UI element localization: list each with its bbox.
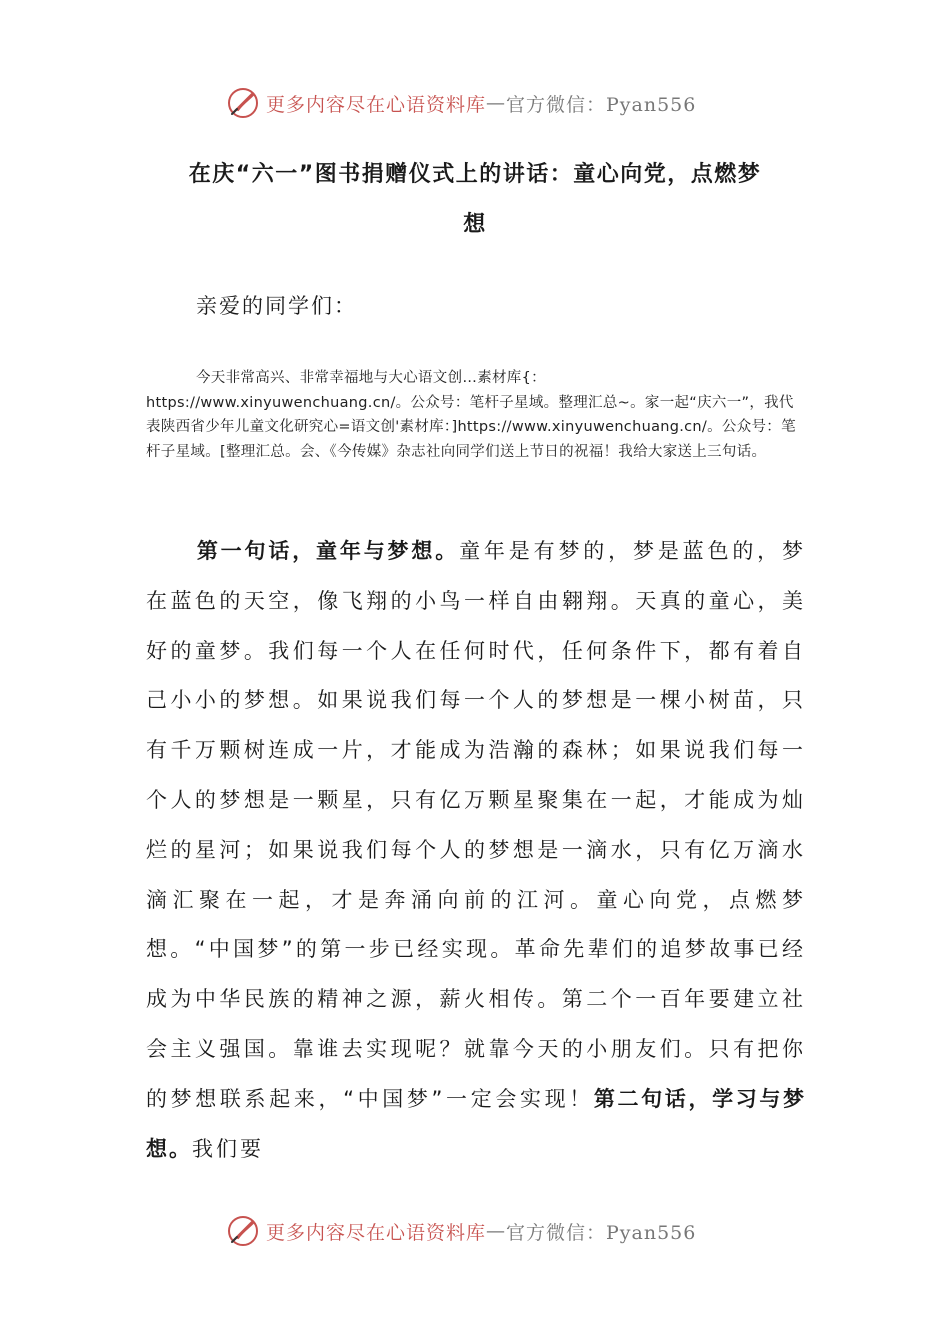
footer-watermark bbox=[226, 1214, 696, 1248]
intro-text: 今天非常高兴、非常幸福地与大心语文创…素材库{：https://www.xinyuwenchuang.cn/。公众号：笔杆子星域。整理汇总~。家一起“庆六一”，我代表陕西省少年儿童文化研究心=语文创'素材库：]https://www.xinyuwenchuang.cn/。公众号：笔杆子星域。[整理汇总。会、《今传媒》杂志社向同学们送上节日的祝福！我给大家送上三句话。 bbox=[146, 370, 796, 460]
intro-paragraph bbox=[146, 366, 806, 464]
quill-logo-icon bbox=[226, 86, 260, 120]
watermark-dash: — bbox=[486, 92, 507, 114]
watermark-contact: 官方微信：Pyan556 bbox=[506, 93, 697, 116]
section-text-1: 童年是有梦的，梦是蓝色的，梦在蓝色的天空，像飞翔的小鸟一样自由翱翔。天真的童心，美好的童梦。我们每一个人在任何时代，任何条件下，都有着自己小小的梦想。如果说我们每一个人的梦想是一棵小树苗，只有千万颗树连成一片，才能成为浩瀚的森林；如果说我们每一个人的梦想是一颗星，只有亿万颗星聚集在一起，才能成为灿烂的星河；如果说我们每个人的梦想是一滴水，只有亿万滴水滴汇聚在一起，才是奔涌向前的江河。童心向党，点燃梦想。“中国梦”的第一步已经实现。革命先辈们的追梦故事已经成为中华民族的精神之源，薪火相传。第二个一百年要建立社会主义强国。靠谁去实现呢？就靠今天的小朋友们。只有把你的梦想联系起来，“中国梦”一定会实现！ bbox=[146, 539, 807, 1111]
watermark-brand: 更多内容尽在心语资料库 bbox=[266, 93, 487, 116]
greeting: 亲爱的同学们： bbox=[196, 294, 357, 318]
page-title bbox=[150, 150, 800, 250]
section-heading-2: 第二句话，学习与梦想。 bbox=[146, 1086, 806, 1161]
watermark-contact: 官方微信：Pyan556 bbox=[506, 1221, 697, 1244]
watermark-brand: 更多内容尽在心语资料库 bbox=[266, 1221, 487, 1244]
section-heading-1: 第一句话，童年与梦想。 bbox=[196, 539, 460, 563]
section-text-2: 我们要 bbox=[192, 1136, 264, 1161]
title-line-2: 想 bbox=[463, 212, 487, 237]
watermark-dash: — bbox=[486, 1220, 507, 1242]
title-line-1: 在庆“六一”图书捐赠仪式上的讲话：童心向党，点燃梦 bbox=[188, 162, 762, 187]
quill-logo-icon bbox=[226, 1214, 260, 1248]
body-paragraph bbox=[146, 527, 806, 1174]
header-watermark bbox=[226, 86, 696, 120]
